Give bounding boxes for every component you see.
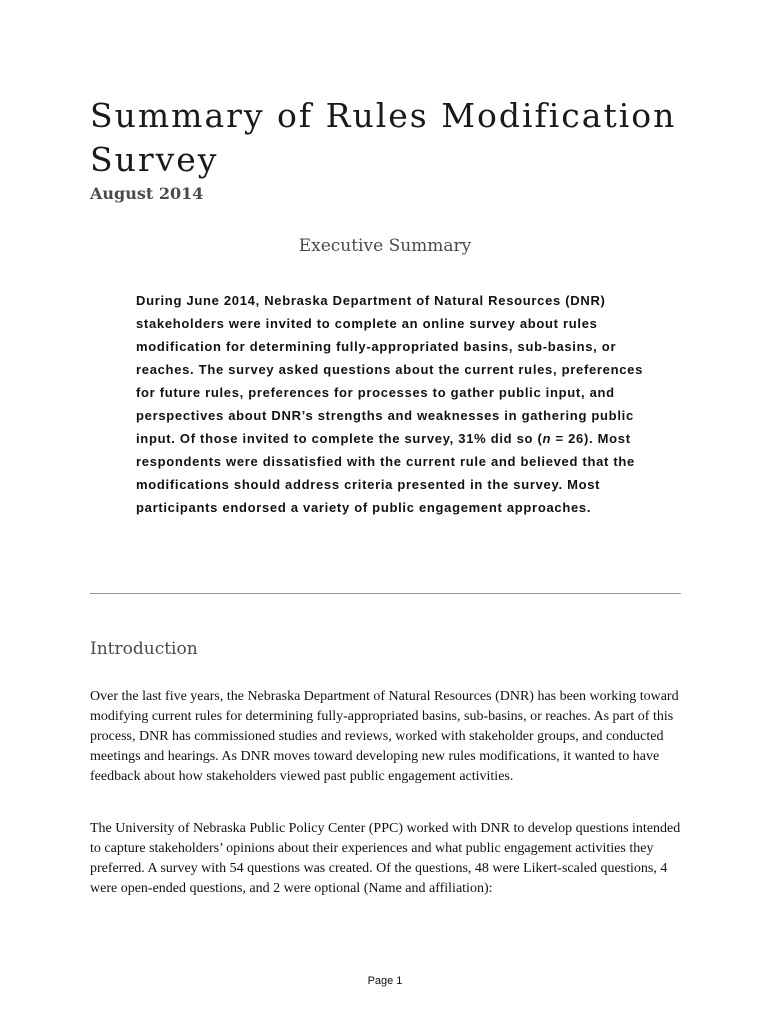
- page-number: Page 1: [367, 975, 403, 987]
- executive-summary-text-part-2: = 26). Most respondents were dissatisfied with the current rule and believed that the modifications should address criteria presented in the survey. Most participants endorsed a variety of public engagement approaches.: [136, 431, 635, 515]
- document-title: Summary of Rules Modification Survey: [90, 96, 677, 179]
- introduction-heading: Introduction: [90, 639, 198, 659]
- section-divider: [90, 593, 681, 594]
- document-date: August 2014: [90, 184, 204, 203]
- executive-summary-heading: Executive Summary: [298, 236, 472, 256]
- sample-size-symbol: n: [542, 431, 552, 446]
- introduction-paragraph-1: Over the last five years, the Nebraska Department of Natural Resources (DNR) has been working toward modifying current rules for determining fully-appropriated basins, sub-basins, or reaches. As part of this process, DNR has commissioned studies and reviews, worked with stakeholder groups, and conducted meetings and hearings. As DNR moves toward developing new rules modifications, it wanted to have feedback about how stakeholders viewed past public engagement activities.: [90, 689, 679, 784]
- executive-summary-text: [136, 289, 646, 519]
- introduction-paragraph-2: The University of Nebraska Public Policy Center (PPC) worked with DNR to develop questions intended to capture stakeholders’ opinions about their experiences and what public engagement activities they preferred. A survey with 54 questions was created. Of the questions, 48 were Likert-scaled questions, 4 were open-ended questions, and 2 were optional (Name and affiliation):: [90, 821, 681, 896]
- executive-summary-text-part-1: During June 2014, Nebraska Department of Natural Resources (DNR) stakeholders were invited to complete an online survey about rules modification for determining fully-appropriated basins, sub-basins, or reaches. The survey asked questions about the current rules, preferences for future rules, preferences for processes to gather public input, and perspectives about DNR’s strengths and weaknesses in gathering public input. Of those invited to complete the survey, 31% did so (: [136, 293, 644, 446]
